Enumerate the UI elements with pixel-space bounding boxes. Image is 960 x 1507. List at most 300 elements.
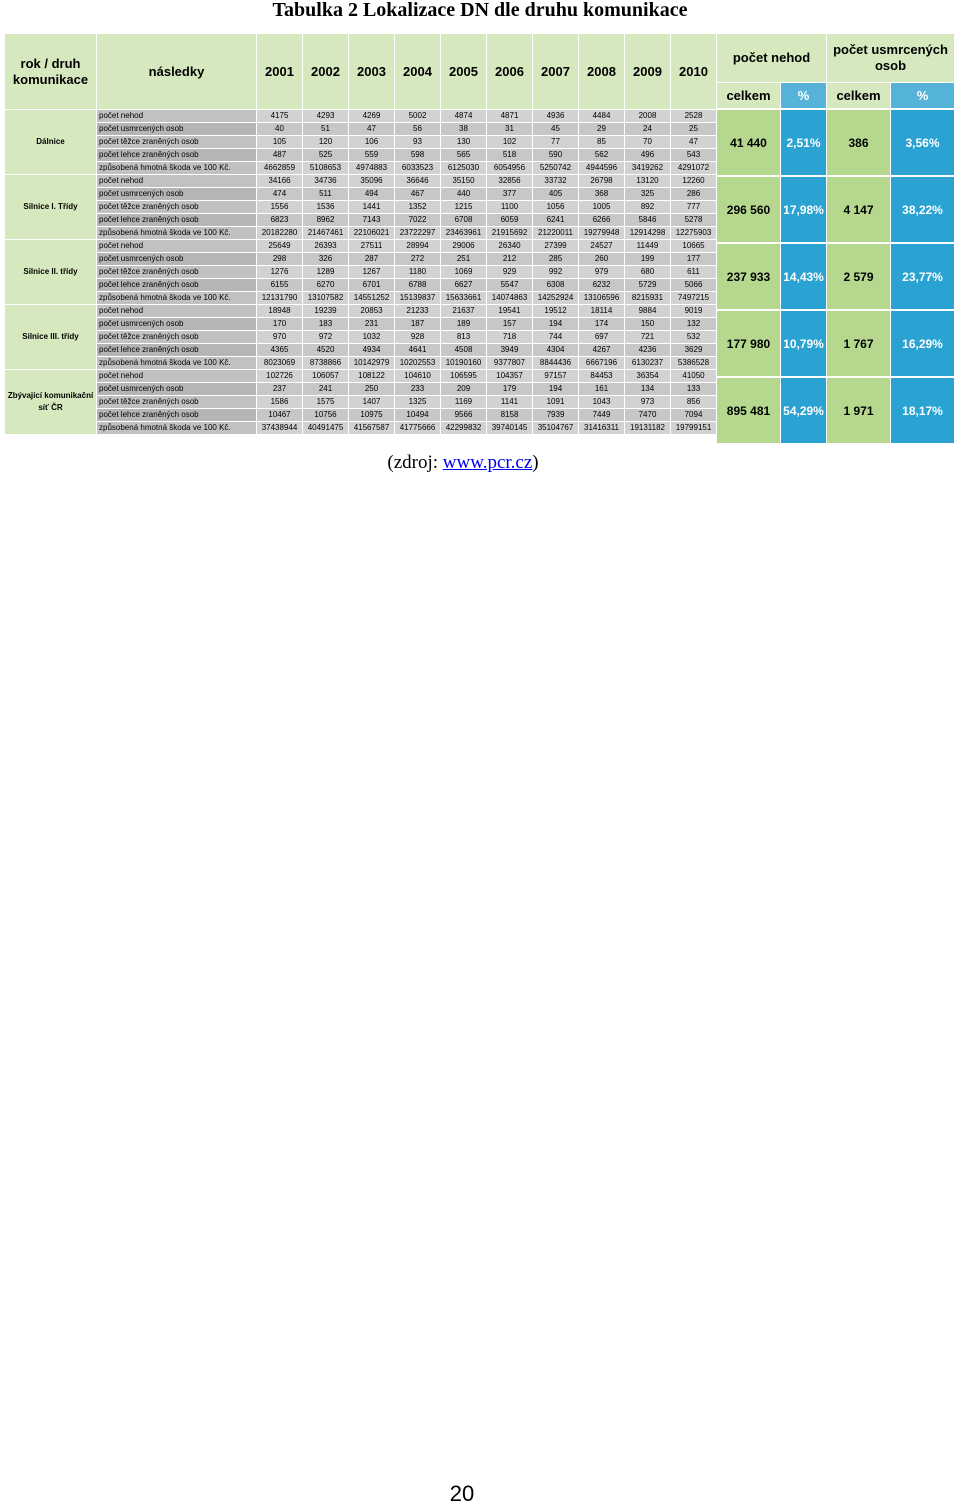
- table-row: [5, 175, 717, 188]
- metric-label: způsobená hmotná škoda ve 100 Kč.: [97, 162, 257, 175]
- value-cell: 4269: [349, 110, 395, 123]
- metric-label: počet nehod: [97, 240, 257, 253]
- value-cell: 6033523: [395, 162, 441, 175]
- value-cell: 13106596: [579, 292, 625, 305]
- value-cell: 104610: [395, 370, 441, 383]
- header-fatalities-count: počet usmrcených osob: [827, 34, 955, 83]
- value-cell: 70: [625, 136, 671, 149]
- value-cell: 813: [441, 331, 487, 344]
- metric-label: počet nehod: [97, 305, 257, 318]
- value-cell: 543: [671, 149, 717, 162]
- value-cell: 12275903: [671, 227, 717, 240]
- value-cell: 77: [533, 136, 579, 149]
- value-cell: 19131182: [625, 422, 671, 435]
- value-cell: 721: [625, 331, 671, 344]
- source-link[interactable]: www.pcr.cz: [442, 452, 533, 473]
- value-cell: 8158: [487, 409, 533, 422]
- value-cell: 28994: [395, 240, 441, 253]
- value-cell: 19541: [487, 305, 533, 318]
- value-cell: 1325: [395, 396, 441, 409]
- header-year: 2007: [533, 34, 579, 110]
- value-cell: 150: [625, 318, 671, 331]
- value-cell: 199: [625, 253, 671, 266]
- value-cell: 405: [533, 188, 579, 201]
- value-cell: 1043: [579, 396, 625, 409]
- value-cell: 183: [303, 318, 349, 331]
- value-cell: 132: [671, 318, 717, 331]
- value-cell: 680: [625, 266, 671, 279]
- value-cell: 5547: [487, 279, 533, 292]
- value-cell: 4871: [487, 110, 533, 123]
- value-cell: 11449: [625, 240, 671, 253]
- value-cell: 241: [303, 383, 349, 396]
- value-cell: 518: [487, 149, 533, 162]
- fatalities-percent-cell: 18,17%: [891, 377, 955, 444]
- fatalities-total-cell: 1 971: [827, 377, 891, 444]
- metric-label: způsobená hmotná škoda ve 100 Kč.: [97, 292, 257, 305]
- value-cell: 34166: [257, 175, 303, 188]
- value-cell: 12914298: [625, 227, 671, 240]
- value-cell: 10467: [257, 409, 303, 422]
- value-cell: 194: [533, 383, 579, 396]
- header-consequences: následky: [97, 34, 257, 110]
- value-cell: 5108653: [303, 162, 349, 175]
- table-row: [5, 357, 717, 370]
- value-cell: 47: [349, 123, 395, 136]
- value-cell: 33732: [533, 175, 579, 188]
- header-year: 2006: [487, 34, 533, 110]
- value-cell: 7449: [579, 409, 625, 422]
- source-prefix: (zdroj:: [387, 452, 443, 473]
- value-cell: 4175: [257, 110, 303, 123]
- value-cell: 23463961: [441, 227, 487, 240]
- value-cell: 4236: [625, 344, 671, 357]
- value-cell: 1267: [349, 266, 395, 279]
- value-cell: 856: [671, 396, 717, 409]
- value-cell: 525: [303, 149, 349, 162]
- fatalities-total-cell: 386: [827, 109, 891, 176]
- value-cell: 97157: [533, 370, 579, 383]
- value-cell: 325: [625, 188, 671, 201]
- header-road-type: rok / druh komunikace: [5, 34, 97, 110]
- value-cell: 37438944: [257, 422, 303, 435]
- value-cell: 84453: [579, 370, 625, 383]
- value-cell: 9019: [671, 305, 717, 318]
- value-cell: 8023069: [257, 357, 303, 370]
- value-cell: 120: [303, 136, 349, 149]
- value-cell: 559: [349, 149, 395, 162]
- metric-label: počet usmrcených osob: [97, 383, 257, 396]
- metric-label: počet těžce zraněných osob: [97, 266, 257, 279]
- summary-header-row: [717, 34, 955, 83]
- value-cell: 298: [257, 253, 303, 266]
- value-cell: 26340: [487, 240, 533, 253]
- header-year: 2002: [303, 34, 349, 110]
- value-cell: 777: [671, 201, 717, 214]
- value-cell: 13120: [625, 175, 671, 188]
- table-row: [5, 201, 717, 214]
- metric-label: počet lehce zraněných osob: [97, 214, 257, 227]
- fatalities-total-cell: 4 147: [827, 176, 891, 243]
- value-cell: 494: [349, 188, 395, 201]
- value-cell: 598: [395, 149, 441, 162]
- value-cell: 3629: [671, 344, 717, 357]
- table-row: [5, 240, 717, 253]
- value-cell: 6667196: [579, 357, 625, 370]
- accidents-percent-cell: 54,29%: [781, 377, 827, 444]
- metric-label: počet nehod: [97, 110, 257, 123]
- header-year: 2003: [349, 34, 395, 110]
- value-cell: 4662859: [257, 162, 303, 175]
- value-cell: 194: [533, 318, 579, 331]
- value-cell: 41775666: [395, 422, 441, 435]
- value-cell: 929: [487, 266, 533, 279]
- value-cell: 27399: [533, 240, 579, 253]
- value-cell: 972: [303, 331, 349, 344]
- metric-label: počet usmrcených osob: [97, 123, 257, 136]
- value-cell: 6059: [487, 214, 533, 227]
- value-cell: 179: [487, 383, 533, 396]
- value-cell: 233: [395, 383, 441, 396]
- value-cell: 106: [349, 136, 395, 149]
- value-cell: 1005: [579, 201, 625, 214]
- value-cell: 24527: [579, 240, 625, 253]
- value-cell: 12260: [671, 175, 717, 188]
- value-cell: 106057: [303, 370, 349, 383]
- header-year: 2008: [579, 34, 625, 110]
- value-cell: 697: [579, 331, 625, 344]
- value-cell: 4944596: [579, 162, 625, 175]
- value-cell: 4641: [395, 344, 441, 357]
- value-cell: 562: [579, 149, 625, 162]
- value-cell: 161: [579, 383, 625, 396]
- value-cell: 9884: [625, 305, 671, 318]
- value-cell: 4934: [349, 344, 395, 357]
- value-cell: 15139837: [395, 292, 441, 305]
- value-cell: 611: [671, 266, 717, 279]
- table-row: [5, 409, 717, 422]
- value-cell: 4874: [441, 110, 487, 123]
- value-cell: 10494: [395, 409, 441, 422]
- source-note: [0, 452, 926, 474]
- subheader-percent: %: [891, 83, 955, 110]
- value-cell: 21915692: [487, 227, 533, 240]
- accidents-percent-cell: 2,51%: [781, 109, 827, 176]
- value-cell: 744: [533, 331, 579, 344]
- accidents-total-cell: 41 440: [717, 109, 781, 176]
- value-cell: 14074863: [487, 292, 533, 305]
- value-cell: 1289: [303, 266, 349, 279]
- value-cell: 1091: [533, 396, 579, 409]
- value-cell: 93: [395, 136, 441, 149]
- value-cell: 326: [303, 253, 349, 266]
- road-type-label: Silnice III. třídy: [5, 305, 97, 370]
- table-row: [5, 214, 717, 227]
- source-suffix: ): [532, 452, 539, 473]
- value-cell: 31: [487, 123, 533, 136]
- value-cell: 6627: [441, 279, 487, 292]
- value-cell: 6788: [395, 279, 441, 292]
- value-cell: 6266: [579, 214, 625, 227]
- value-cell: 6701: [349, 279, 395, 292]
- value-cell: 1556: [257, 201, 303, 214]
- summary-row: [717, 176, 955, 243]
- value-cell: 1215: [441, 201, 487, 214]
- value-cell: 8738866: [303, 357, 349, 370]
- value-cell: 34736: [303, 175, 349, 188]
- value-cell: 134: [625, 383, 671, 396]
- metric-label: počet nehod: [97, 175, 257, 188]
- metric-label: počet těžce zraněných osob: [97, 201, 257, 214]
- table-row: [5, 266, 717, 279]
- value-cell: 10756: [303, 409, 349, 422]
- value-cell: 19512: [533, 305, 579, 318]
- value-cell: 1586: [257, 396, 303, 409]
- value-cell: 85: [579, 136, 625, 149]
- accidents-total-cell: 296 560: [717, 176, 781, 243]
- value-cell: 1180: [395, 266, 441, 279]
- value-cell: 22106021: [349, 227, 395, 240]
- value-cell: 27511: [349, 240, 395, 253]
- value-cell: 4484: [579, 110, 625, 123]
- value-cell: 45: [533, 123, 579, 136]
- value-cell: 5386528: [671, 357, 717, 370]
- value-cell: 6823: [257, 214, 303, 227]
- value-cell: 19239: [303, 305, 349, 318]
- value-cell: 177: [671, 253, 717, 266]
- fatalities-percent-cell: 38,22%: [891, 176, 955, 243]
- value-cell: 9377807: [487, 357, 533, 370]
- value-cell: 1407: [349, 396, 395, 409]
- metric-label: počet těžce zraněných osob: [97, 396, 257, 409]
- header-year: 2001: [257, 34, 303, 110]
- value-cell: 4508: [441, 344, 487, 357]
- value-cell: 21467461: [303, 227, 349, 240]
- accidents-total-cell: 237 933: [717, 243, 781, 310]
- value-cell: 1169: [441, 396, 487, 409]
- metric-label: počet lehce zraněných osob: [97, 279, 257, 292]
- value-cell: 47: [671, 136, 717, 149]
- metric-label: počet nehod: [97, 370, 257, 383]
- metric-label: počet usmrcených osob: [97, 318, 257, 331]
- value-cell: 1100: [487, 201, 533, 214]
- accidents-percent-cell: 10,79%: [781, 310, 827, 377]
- value-cell: 6270: [303, 279, 349, 292]
- value-cell: 10202553: [395, 357, 441, 370]
- value-cell: 3949: [487, 344, 533, 357]
- table-row: [5, 383, 717, 396]
- table-row: [5, 227, 717, 240]
- value-cell: 105: [257, 136, 303, 149]
- value-cell: 108122: [349, 370, 395, 383]
- value-cell: 1069: [441, 266, 487, 279]
- value-cell: 1352: [395, 201, 441, 214]
- value-cell: 15633661: [441, 292, 487, 305]
- summary-subheader-row: [717, 83, 955, 110]
- value-cell: 106595: [441, 370, 487, 383]
- value-cell: 35096: [349, 175, 395, 188]
- value-cell: 19279948: [579, 227, 625, 240]
- summary-row: [717, 109, 955, 176]
- metric-label: způsobená hmotná škoda ve 100 Kč.: [97, 227, 257, 240]
- table-row: [5, 188, 717, 201]
- metric-label: počet lehce zraněných osob: [97, 344, 257, 357]
- table-row: [5, 110, 717, 123]
- table-row: [5, 422, 717, 435]
- value-cell: 26798: [579, 175, 625, 188]
- value-cell: 102726: [257, 370, 303, 383]
- value-cell: 39740145: [487, 422, 533, 435]
- value-cell: 8215931: [625, 292, 671, 305]
- value-cell: 511: [303, 188, 349, 201]
- value-cell: 12131790: [257, 292, 303, 305]
- value-cell: 6125030: [441, 162, 487, 175]
- value-cell: 20853: [349, 305, 395, 318]
- value-cell: 14551252: [349, 292, 395, 305]
- value-cell: 4936: [533, 110, 579, 123]
- value-cell: 474: [257, 188, 303, 201]
- value-cell: 5250742: [533, 162, 579, 175]
- table-caption: Tabulka 2 Lokalizace DN dle druhu komunikace: [272, 0, 688, 21]
- value-cell: 1536: [303, 201, 349, 214]
- value-cell: 21220011: [533, 227, 579, 240]
- value-cell: 21233: [395, 305, 441, 318]
- value-cell: 29006: [441, 240, 487, 253]
- value-cell: 4267: [579, 344, 625, 357]
- value-cell: 6155: [257, 279, 303, 292]
- table-row: [5, 149, 717, 162]
- summary-row: [717, 377, 955, 444]
- value-cell: 10190160: [441, 357, 487, 370]
- accidents-percent-cell: 14,43%: [781, 243, 827, 310]
- value-cell: 104357: [487, 370, 533, 383]
- value-cell: 5278: [671, 214, 717, 227]
- value-cell: 6241: [533, 214, 579, 227]
- table-row: [5, 253, 717, 266]
- table-row: [5, 370, 717, 383]
- value-cell: 496: [625, 149, 671, 162]
- value-cell: 4304: [533, 344, 579, 357]
- value-cell: 35104767: [533, 422, 579, 435]
- value-cell: 1032: [349, 331, 395, 344]
- value-cell: 286: [671, 188, 717, 201]
- summary-table: [716, 33, 955, 444]
- road-type-label: Dálnice: [5, 110, 97, 175]
- value-cell: 10142979: [349, 357, 395, 370]
- header-year: 2010: [671, 34, 717, 110]
- header-year: 2005: [441, 34, 487, 110]
- fatalities-total-cell: 1 767: [827, 310, 891, 377]
- value-cell: 5729: [625, 279, 671, 292]
- value-cell: 18114: [579, 305, 625, 318]
- value-cell: 250: [349, 383, 395, 396]
- table-row: [5, 396, 717, 409]
- value-cell: 6308: [533, 279, 579, 292]
- fatalities-total-cell: 2 579: [827, 243, 891, 310]
- value-cell: 565: [441, 149, 487, 162]
- fatalities-percent-cell: 23,77%: [891, 243, 955, 310]
- value-cell: 41567587: [349, 422, 395, 435]
- metric-label: počet lehce zraněných osob: [97, 409, 257, 422]
- value-cell: 187: [395, 318, 441, 331]
- table-row: [5, 279, 717, 292]
- value-cell: 40: [257, 123, 303, 136]
- metric-label: počet lehce zraněných osob: [97, 149, 257, 162]
- value-cell: 4974883: [349, 162, 395, 175]
- summary-row: [717, 310, 955, 377]
- value-cell: 7094: [671, 409, 717, 422]
- metric-label: způsobená hmotná škoda ve 100 Kč.: [97, 422, 257, 435]
- value-cell: 102: [487, 136, 533, 149]
- fatalities-percent-cell: 16,29%: [891, 310, 955, 377]
- value-cell: 133: [671, 383, 717, 396]
- table-row: [5, 331, 717, 344]
- value-cell: 4293: [303, 110, 349, 123]
- value-cell: 36646: [395, 175, 441, 188]
- value-cell: 21637: [441, 305, 487, 318]
- metric-label: počet těžce zraněných osob: [97, 331, 257, 344]
- subheader-percent: %: [781, 83, 827, 110]
- value-cell: 10975: [349, 409, 395, 422]
- value-cell: 26393: [303, 240, 349, 253]
- value-cell: 5002: [395, 110, 441, 123]
- table-row: [5, 123, 717, 136]
- value-cell: 1056: [533, 201, 579, 214]
- value-cell: 56: [395, 123, 441, 136]
- value-cell: 9566: [441, 409, 487, 422]
- table-header-row: [5, 34, 717, 110]
- value-cell: 157: [487, 318, 533, 331]
- fatalities-percent-cell: 3,56%: [891, 109, 955, 176]
- subheader-total: celkem: [827, 83, 891, 110]
- metric-label: způsobená hmotná škoda ve 100 Kč.: [97, 357, 257, 370]
- value-cell: 7470: [625, 409, 671, 422]
- value-cell: 189: [441, 318, 487, 331]
- value-cell: 2528: [671, 110, 717, 123]
- value-cell: 287: [349, 253, 395, 266]
- road-type-label: Silnice I. Třídy: [5, 175, 97, 240]
- header-year: 2004: [395, 34, 441, 110]
- value-cell: 25649: [257, 240, 303, 253]
- value-cell: 7143: [349, 214, 395, 227]
- value-cell: 209: [441, 383, 487, 396]
- value-cell: 40491475: [303, 422, 349, 435]
- value-cell: 6232: [579, 279, 625, 292]
- value-cell: 590: [533, 149, 579, 162]
- value-cell: 992: [533, 266, 579, 279]
- value-cell: 7497215: [671, 292, 717, 305]
- value-cell: 18948: [257, 305, 303, 318]
- value-cell: 285: [533, 253, 579, 266]
- value-cell: 1441: [349, 201, 395, 214]
- value-cell: 4520: [303, 344, 349, 357]
- value-cell: 4365: [257, 344, 303, 357]
- value-cell: 260: [579, 253, 625, 266]
- value-cell: 170: [257, 318, 303, 331]
- value-cell: 4291072: [671, 162, 717, 175]
- table-row: [5, 344, 717, 357]
- value-cell: 130: [441, 136, 487, 149]
- value-cell: 532: [671, 331, 717, 344]
- value-cell: 368: [579, 188, 625, 201]
- value-cell: 928: [395, 331, 441, 344]
- table-row: [5, 292, 717, 305]
- value-cell: 272: [395, 253, 441, 266]
- table-row: [5, 305, 717, 318]
- metric-label: počet usmrcených osob: [97, 253, 257, 266]
- value-cell: 2008: [625, 110, 671, 123]
- value-cell: 7939: [533, 409, 579, 422]
